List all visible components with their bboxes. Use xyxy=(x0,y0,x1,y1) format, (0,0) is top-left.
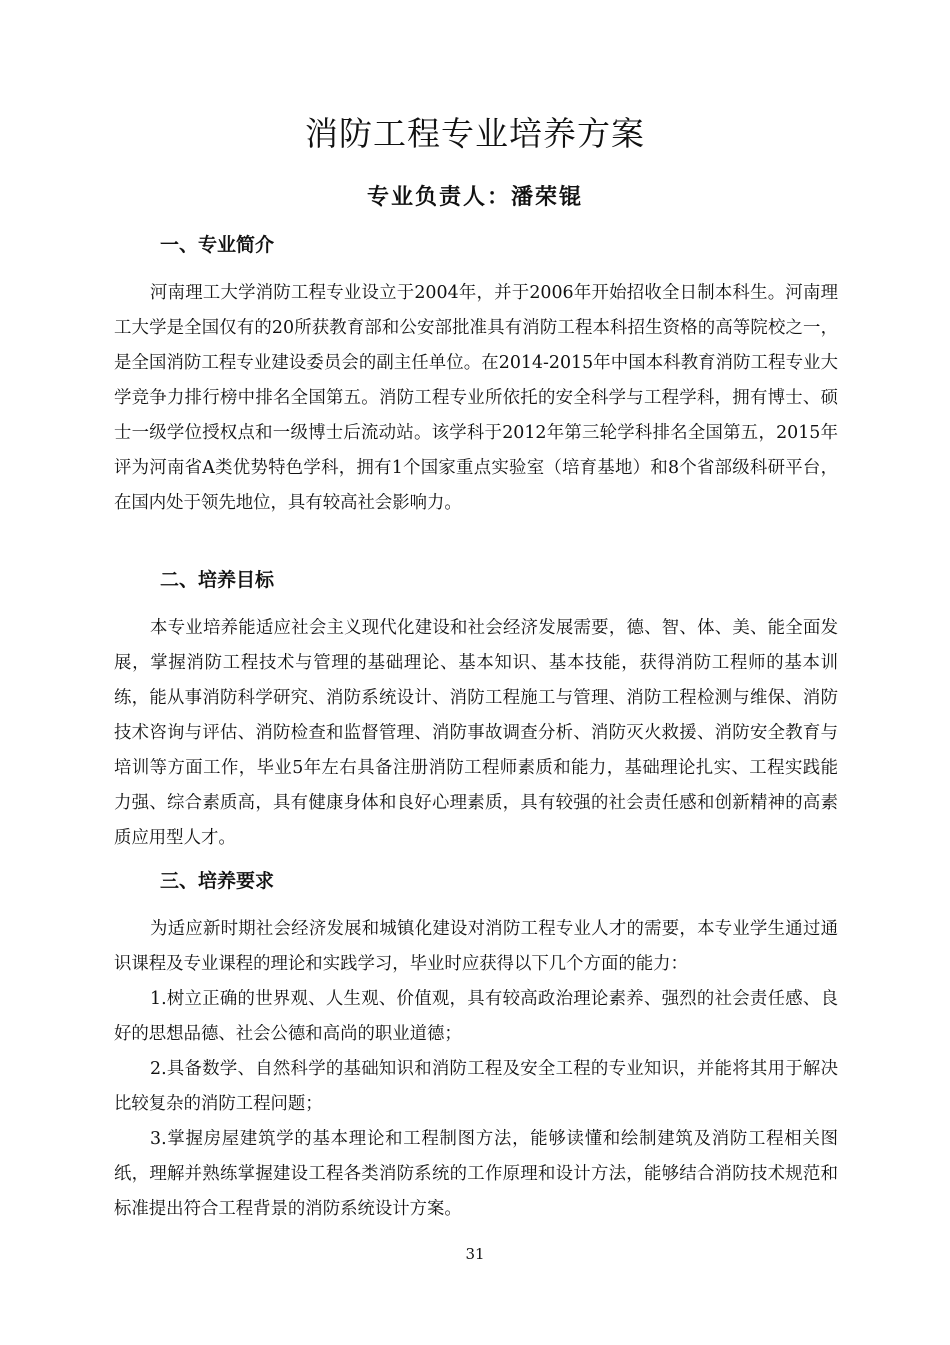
document-title: 消防工程专业培养方案 xyxy=(305,114,645,153)
requirement-item-1: 1.树立正确的世界观、人生观、价值观，具有较高政治理论素养、强烈的社会责任感、良好的思想品德、社会公德和高尚的职业道德； xyxy=(114,989,838,1044)
section-heading-introduction: 一、专业简介 xyxy=(160,234,275,256)
objectives-paragraph: 本专业培养能适应社会主义现代化建设和社会经济发展需要，德、智、体、美、能全面发展，掌握消防工程技术与管理的基础理论、基本知识、基本技能，获得消防工程师的基本训练，能从事消防科学研究、消防系统设计、消防工程施工与管理、消防工程检测与维保、消防技术咨询与评估、消防检查和监督管理、消防事故调查分析、消防灭火救援、消防安全教育与培训等方面工作，毕业5年左右具备注册消防工程师素质和能力，基础理论扎实、工程实践能力强、综合素质高，具有健康身体和良好心理素质，具有较强的社会责任感和创新精神的高素质应用型人才。 xyxy=(114,618,838,848)
section-heading-requirements: 三、培养要求 xyxy=(160,870,275,892)
introduction-paragraph: 河南理工大学消防工程专业设立于2004年，并于2006年开始招收全日制本科生。河南理工大学是全国仅有的20所获教育部和公安部批准具有消防工程本科招生资格的高等院校之一，是全国消防工程专业建设委员会的副主任单位。在2014-2015年中国本科教育消防工程专业大学竞争力排行榜中排名全国第五。消防工程专业所依托的安全科学与工程学科，拥有博士、硕士一级学位授权点和一级博士后流动站。该学科于2012年第三轮学科排名全国第五，2015年评为河南省A类优势特色学科，拥有1个国家重点实验室（培育基地）和8个省部级科研平台，在国内处于领先地位，具有较高社会影响力。 xyxy=(114,283,838,513)
section-heading-objectives: 二、培养目标 xyxy=(160,569,275,591)
requirement-item-2: 2.具备数学、自然科学的基础知识和消防工程及安全工程的专业知识，并能将其用于解决比较复杂的消防工程问题； xyxy=(114,1059,838,1114)
responsible-person: 专业负责人：潘荣锟 xyxy=(366,184,583,210)
requirements-intro-paragraph: 为适应新时期社会经济发展和城镇化建设对消防工程专业人才的需要，本专业学生通过通识课程及专业课程的理论和实践学习，毕业时应获得以下几个方面的能力： xyxy=(114,919,838,974)
requirement-item-3: 3.掌握房屋建筑学的基本理论和工程制图方法，能够读懂和绘制建筑及消防工程相关图纸，理解并熟练掌握建设工程各类消防系统的工作原理和设计方法，能够结合消防技术规范和标准提出符合工程背景的消防系统设计方案。 xyxy=(114,1129,838,1219)
page-number: 31 xyxy=(465,1245,485,1263)
